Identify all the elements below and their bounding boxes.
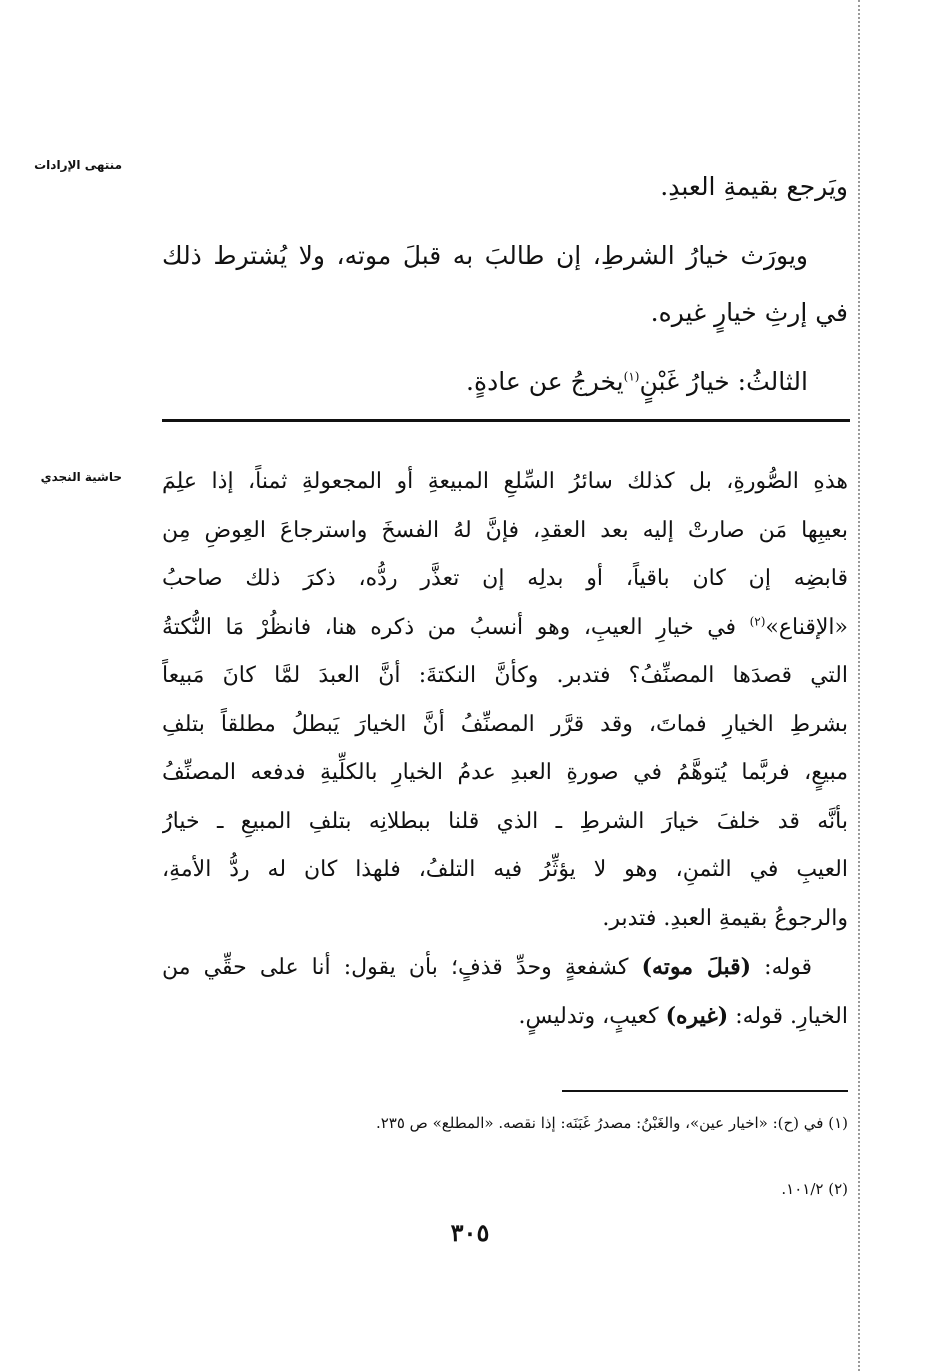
matn-text-block — [162, 158, 848, 410]
side-label-matn-title: منتهى الإرادات — [34, 158, 122, 172]
footnote-ref: (١) — [623, 369, 640, 384]
sharh-line: التي قصدَها المصنِّفُ؟ فتدبر. وكأنَّ النكتةَ: أنَّ العبدَ لمَّا كانَ مَبيعاً — [162, 663, 848, 688]
sharh-text-segment: قوله: — [751, 955, 812, 980]
sharh-text-segment: كعيبٍ، وتدليسٍ. — [518, 1003, 666, 1029]
footnote-ref: (٢) — [749, 614, 766, 629]
footnote: (٢) ١٠١/٢. — [781, 1180, 848, 1198]
matn-text-segment: الثالثُ: خيارُ غَبْنٍ — [639, 367, 808, 396]
sharh-line: هذهِ الصُّورةِ، بل كذلك سائرُ السِّلعِ المبيعةِ أو المجعولةِ ثمناً، إذا علِمَ — [162, 469, 848, 494]
sharh-text-segment: الخيارِ. قوله: — [728, 1003, 848, 1029]
sharh-line: والرجوعُ بقيمةِ العبدِ. فتدبر. — [602, 905, 848, 931]
matn-line: ويَرجع بقيمةِ العبدِ. — [660, 172, 848, 201]
sharh-text-block — [162, 458, 848, 1040]
matn-line — [162, 353, 848, 410]
page-number: ٣٠٥ — [450, 1218, 490, 1247]
matn-text-segment: يخرجُ عن عادةٍ. — [466, 367, 624, 396]
footnotes-block — [162, 1106, 848, 1206]
side-label-sharh-title: حاشية النجدي — [40, 470, 122, 484]
sharh-line — [162, 992, 848, 1041]
sharh-line: العيبِ في الثمنِ، وهو لا يؤثِّرُ فيه التلفُ، فلهذا كان له ردُّ الأمةِ، — [162, 857, 848, 882]
page-fold-line — [858, 0, 860, 1371]
sharh-line: مبيعٍ، فربَّما يُتوهَّمُ في صورةِ العبدِ عدمُ الخيارِ بالكلِّيةِ فدفعه المصنِّفُ — [162, 760, 848, 785]
sharh-line — [162, 604, 848, 653]
sharh-text-segment: كشفعةٍ وحدِّ قذفٍ؛ بأن يقول: أنا على حقِّي من — [162, 955, 642, 980]
sharh-text-segment: «الإقناع» — [765, 614, 848, 640]
sharh-line: بأنَّه قد خلفَ خيارَ الشرطِ ـ الذي قلنا ببطلانِه بتلفِ المبيعِ ـ خيارُ — [162, 808, 848, 834]
footnote: (١) في (ح): «اخيار عين»، والغَبْنُ: مصدرُ غَبَنَه: إذا نقصه. «المطلع» ص ٢٣٥. — [375, 1114, 848, 1132]
sharh-line: قابضِه إن كان باقياً، أو بدلِه إن تعذَّر ردُّه، ذكرَ ذلك صاحبُ — [162, 566, 848, 591]
sharh-line — [162, 943, 848, 992]
quoted-term: (غيره) — [665, 1002, 729, 1029]
sharh-line: بعيبِها مَن صارتْ إليه بعد العقدِ، فإنَّ لهُ الفسخَ واسترجاعَ العِوضِ مِن — [162, 517, 848, 543]
sharh-line: بشرطِ الخيارِ فماتَ، وقد قرَّر المصنِّفُ أنَّ الخيارَ يَبطلُ مطلقاً بتلفِ — [162, 711, 848, 737]
sharh-text-segment: في خيارِ العيبِ، وهو أنسبُ من ذكره هنا، فانظُرْ مَا النُّكتةُ — [162, 614, 737, 640]
footnote-divider — [562, 1090, 848, 1092]
matn-line: ويورَث خيارُ الشرطِ، إن طالبَ به قبلَ موته، ولا يُشترط ذلك — [162, 241, 808, 270]
quoted-term: (قبلَ موته) — [641, 954, 752, 980]
section-divider — [162, 419, 850, 422]
matn-line: في إرثِ خيارٍ غيره. — [650, 298, 848, 327]
